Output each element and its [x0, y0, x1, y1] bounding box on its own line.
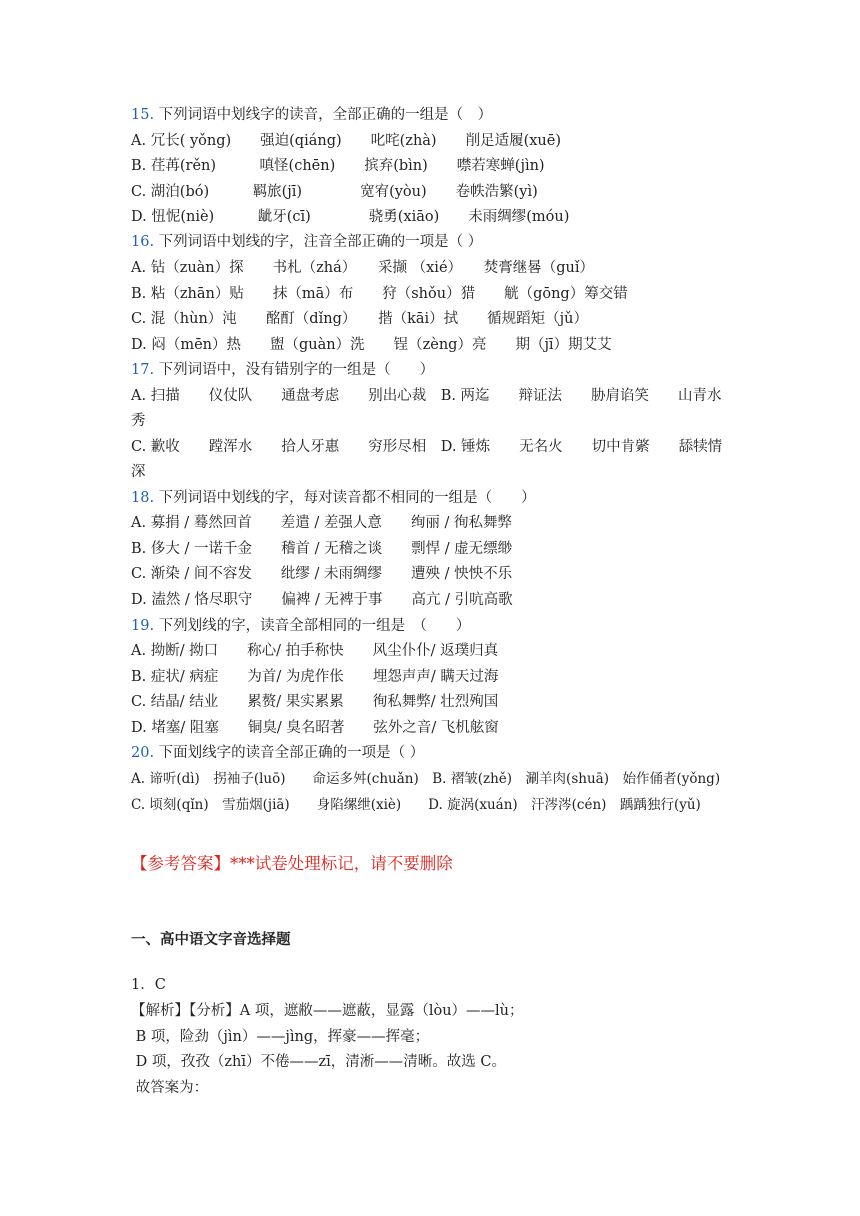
q18-option-d: D. 溘然 / 恪尽职守 偏裨 / 无裨于事 高亢 / 引吭高歌 [131, 592, 513, 608]
answer-banner: 【参考答案】***试卷处理标记，请不要删除 [131, 854, 453, 873]
q20-option-cd: C. 顷刻(qǐn) 雪茄烟(jiā) 身陷缧绁(xiè) D. 旋涡(xuán) 汗涔涔(cén) 踽踽独行(yǔ) [131, 797, 701, 813]
question-16-stem: 16. 下列词语中划线的字，注音全部正确的一项是（ ） [131, 234, 483, 250]
solution-answer: 1．C [131, 977, 166, 993]
q18-option-c: C. 渐染 / 间不容发 纰缪 / 未雨绸缪 遭殃 / 怏怏不乐 [131, 566, 513, 582]
q16-option-d: D. 闷（mēn）热 盥（guàn）洗 锃（zèng）亮 期（jī）期艾艾 [131, 337, 612, 353]
q17-option-ab: A. 扫描 仪仗队 通盘考虑 别出心裁 B. 两迄 辩证法 胁肩谄笑 山青水 [131, 388, 722, 404]
q19-option-d: D. 堵塞/ 阻塞 铜臭/ 臭名昭著 弦外之音/ 飞机舷窗 [131, 720, 499, 736]
q18-option-b: B. 侈大 / 一诺千金 稽首 / 无稽之谈 剽悍 / 虚无缥缈 [131, 541, 513, 557]
q15-option-b: B. 荏苒(rěn) 嗔怪(chēn) 摈弃(bìn) 噤若寒蝉(jìn) [131, 158, 545, 174]
q18-option-a: A. 募捐 / 蓦然回首 差遣 / 差强人意 绚丽 / 徇私舞弊 [131, 515, 512, 531]
solution-analysis-b: B 项，险劲（jìn）——jìng，挥豪——挥毫； [131, 1029, 430, 1045]
q20-option-ab: A. 谛听(dì) 拐袖子(luō) 命运多舛(chuǎn) B. 褶皱(zhě) 涮羊肉(shuā) 始作俑者(yǒng) [131, 771, 721, 787]
q17-option-cd: C. 歉收 蹚浑水 拾人牙惠 穷形尽相 D. 锤炼 无名火 切中肯綮 舔犊情 [131, 439, 723, 455]
solution-analysis-d: D 项，孜孜（zhī）不倦——zī，清淅——清晰。故选 C。 [131, 1054, 506, 1070]
section-title: 一、高中语文字音选择题 [131, 931, 291, 948]
q19-option-c: C. 结晶/ 结业 累赘/ 果实累累 徇私舞弊/ 壮烈殉国 [131, 694, 499, 710]
question-15-stem: 15. 下列词语中划线字的读音，全部正确的一组是（ ） [131, 107, 493, 123]
q15-option-c: C. 湖泊(bó) 羁旅(jī) 宽宥(yòu) 卷帙浩繁(yì) [131, 184, 538, 200]
question-17-stem: 17. 下列词语中，没有错别字的一组是（ ） [131, 362, 435, 378]
q19-option-a: A. 拗断/ 拗口 称心/ 拍手称快 风尘仆仆/ 返璞归真 [131, 643, 499, 659]
q17-option-cd-wrap: 深 [131, 464, 146, 480]
question-19-stem: 19. 下列划线的字，读音全部相同的一组是 （ ） [131, 618, 471, 634]
q16-option-c: C. 混（hùn）沌 酩酊（dǐng） 揩（kāi）拭 循规蹈矩（jǔ） [131, 311, 589, 327]
question-18-stem: 18. 下列词语中划线的字，每对读音都不相同的一组是（ ） [131, 490, 536, 506]
q16-option-a: A. 钻（zuàn）探 书札（zhá） 采撷 （xié） 焚膏继晷（guǐ） [131, 260, 595, 276]
q19-option-b: B. 症状/ 病症 为首/ 为虎作伥 埋怨声声/ 瞒天过海 [131, 669, 499, 685]
q16-option-b: B. 粘（zhān）贴 抹（mā）布 狩（shǒu）猎 觥（gōng）筹交错 [131, 286, 628, 302]
q15-option-a: A. 冗长( yǒng) 强迫(qiáng) 叱咤(zhà) 削足适履(xuē) [131, 133, 561, 149]
q17-option-ab-wrap: 秀 [131, 413, 146, 429]
q15-option-d: D. 忸怩(niè) 龇牙(cī) 骁勇(xiāo) 未雨绸缪(móu) [131, 209, 570, 225]
solution-conclusion: 故答案为： [131, 1080, 209, 1096]
question-20-stem: 20. 下面划线字的读音全部正确的一项是（ ） [131, 745, 425, 761]
solution-analysis-a: 【解析】【分析】A 项，遮敝——遮蔽，显露（lòu）——lù； [131, 1003, 524, 1019]
